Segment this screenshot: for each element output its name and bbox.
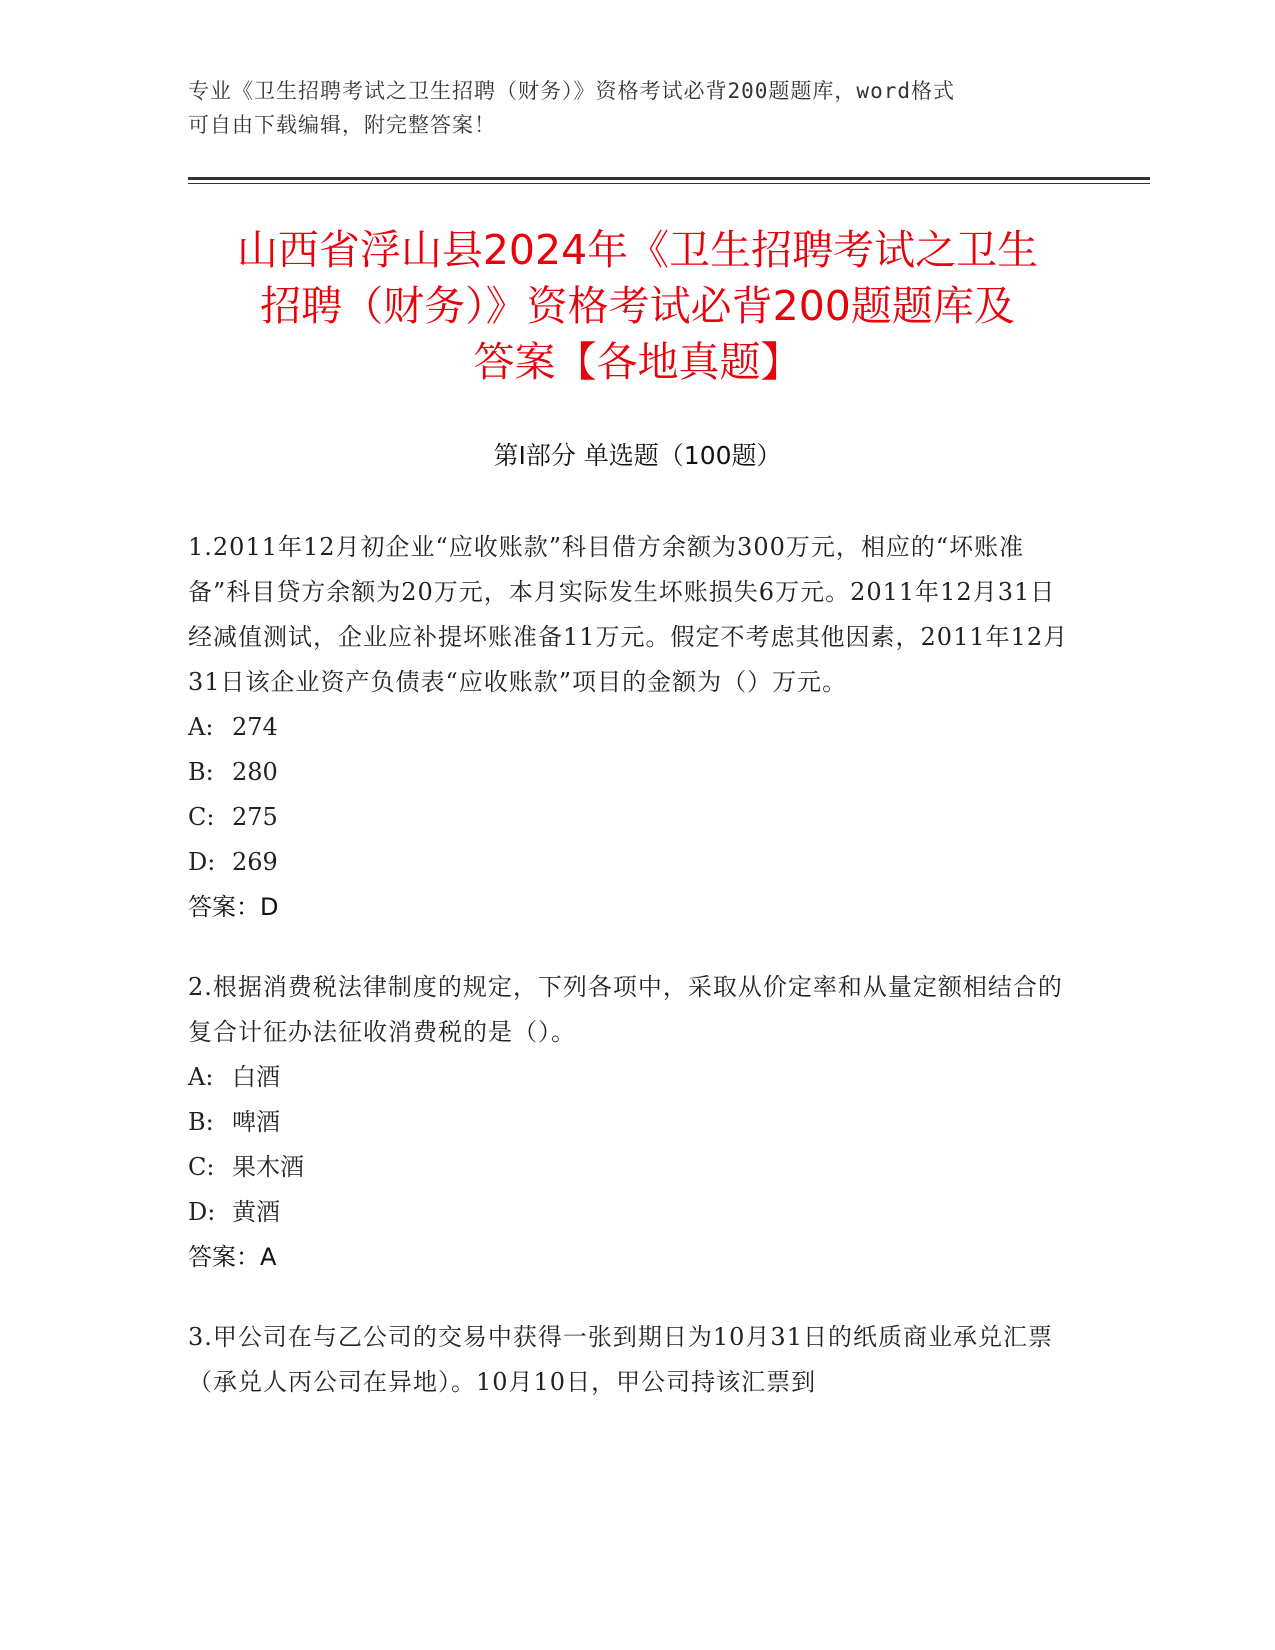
question-stem: 3.甲公司在与乙公司的交易中获得一张到期日为10月31日的纸质商业承兑汇票（承兑人丙公司在异地）。10月10日，甲公司持该汇票到 [188,1323,1053,1396]
question-item [188,965,1073,1280]
header-note-line: 专业《卫生招聘考试之卫生招聘（财务）》资格考试必背200题题库，word格式 [188,79,955,103]
document-title-line: 山西省浮山县2024年《卫生招聘考试之卫生 [236,226,1039,274]
option-key: D: [188,1198,216,1226]
question-option [188,1055,1073,1100]
question-list [188,525,1073,1440]
document-title-line: 招聘（财务）》资格考试必背200题题库及 [260,282,1015,330]
question-option [188,795,1073,840]
question-option [188,1190,1073,1235]
question-stem: 1.2011年12月初企业“应收账款”科目借方余额为300万元，相应的“坏账准备”科目贷方余额为20万元，本月实际发生坏账损失6万元。2011年12月31日经减值测试，企业应补提坏账准备11万元。假定不考虑其他因素，2011年12月31日该企业资产负债表“应收账款”项目的金额为（）万元。 [188,533,1069,696]
document-title-line: 答案【各地真题】 [473,338,802,386]
option-text: 白酒 [232,1063,280,1091]
option-key: D: [188,848,216,876]
section-title: 第I部分 单选题（100题） [493,441,782,470]
option-text: 275 [232,803,278,831]
question-answer: 答案：D [188,893,279,921]
question-option [188,1100,1073,1145]
header-note-line: 可自由下载编辑，附完整答案！ [188,113,496,137]
option-text: 啤酒 [232,1108,280,1136]
option-key: A: [188,1063,214,1091]
header-note [188,74,1068,142]
question-stem: 2.根据消费税法律制度的规定，下列各项中，采取从价定率和从量定额相结合的复合计征办法征收消费税的是（）。 [188,973,1063,1046]
question-option [188,840,1073,885]
option-key: C: [188,803,215,831]
option-text: 黄酒 [232,1198,280,1226]
header-divider-thick [188,177,1150,180]
question-item [188,525,1073,930]
option-key: A: [188,713,214,741]
header-divider-thin [188,183,1150,184]
option-key: C: [188,1153,215,1181]
option-text: 274 [232,713,278,741]
question-option [188,1145,1073,1190]
option-text: 280 [232,758,278,786]
question-item [188,1315,1073,1405]
question-option [188,705,1073,750]
option-text: 果木酒 [232,1153,304,1181]
question-option [188,750,1073,795]
option-key: B: [188,758,214,786]
question-answer: 答案：A [188,1243,277,1271]
document-title [150,222,1125,390]
option-text: 269 [232,848,278,876]
option-key: B: [188,1108,214,1136]
